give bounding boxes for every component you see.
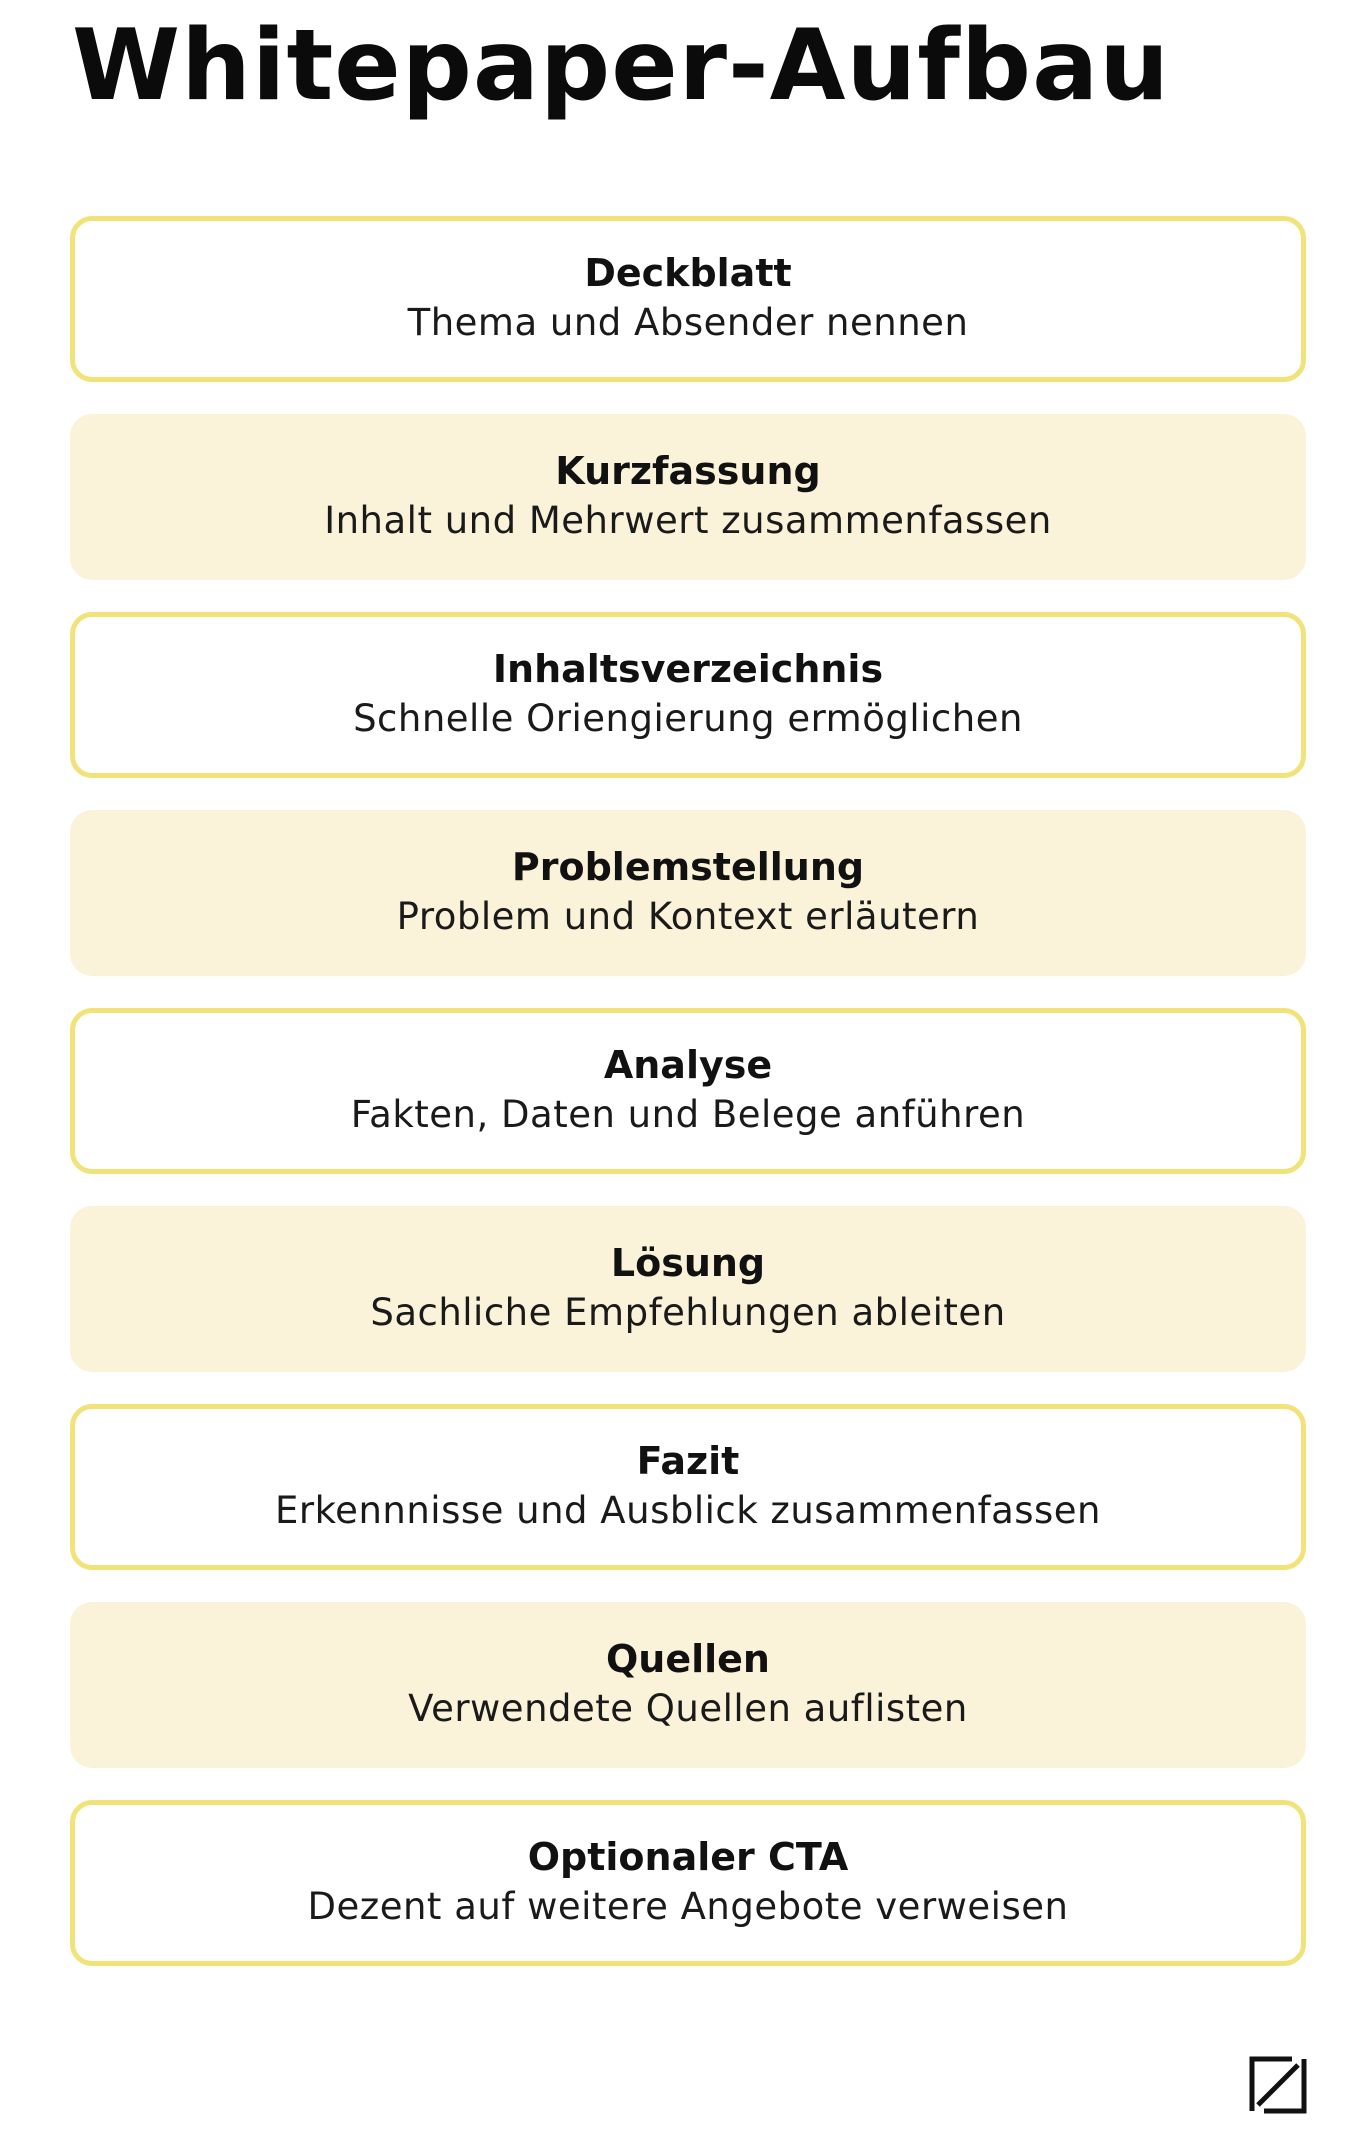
square-slash-logo-icon — [1248, 2055, 1308, 2115]
page-title: Whitepaper-Aufbau — [72, 9, 1170, 123]
step-heading: Lösung — [610, 1241, 766, 1285]
step-description: Dezent auf weitere Angebote verweisen — [307, 1885, 1069, 1928]
step-card-problemstellung — [70, 810, 1306, 976]
step-card-deckblatt — [70, 216, 1306, 382]
step-card-fazit — [70, 1404, 1306, 1570]
step-heading: Analyse — [603, 1043, 773, 1087]
step-card-optionaler-cta — [70, 1800, 1306, 1966]
step-card-inhaltsverzeichnis — [70, 612, 1306, 778]
step-card-analyse — [70, 1008, 1306, 1174]
step-description: Inhalt und Mehrwert zusammenfassen — [324, 499, 1052, 542]
step-description: Erkennnisse und Ausblick zusammenfassen — [274, 1489, 1102, 1532]
step-description: Thema und Absender nennen — [407, 301, 969, 344]
step-description: Schnelle Oriengierung ermöglichen — [353, 697, 1023, 740]
step-heading: Kurzfassung — [555, 449, 821, 493]
step-description: Verwendete Quellen auflisten — [408, 1687, 968, 1730]
step-description: Problem und Kontext erläutern — [396, 895, 980, 938]
step-description: Fakten, Daten und Belege anführen — [350, 1093, 1026, 1136]
step-card-quellen — [70, 1602, 1306, 1768]
step-description: Sachliche Empfehlungen ableiten — [370, 1291, 1006, 1334]
step-heading: Inhaltsverzeichnis — [492, 647, 884, 691]
step-card-kurzfassung — [70, 414, 1306, 580]
step-heading: Quellen — [605, 1637, 770, 1681]
step-card-loesung — [70, 1206, 1306, 1372]
step-heading: Optionaler CTA — [527, 1835, 849, 1879]
step-heading: Deckblatt — [584, 251, 792, 295]
steps-list — [70, 216, 1306, 1966]
step-heading: Problemstellung — [511, 845, 865, 889]
step-heading: Fazit — [636, 1439, 740, 1483]
